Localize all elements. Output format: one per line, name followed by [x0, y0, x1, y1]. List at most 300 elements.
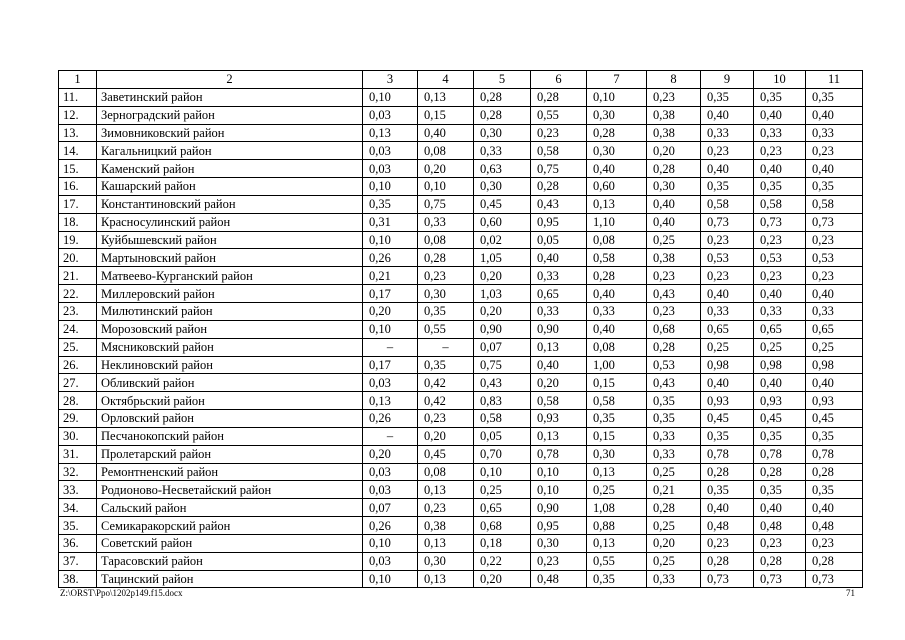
- value-cell: 0,30: [474, 178, 531, 196]
- table-row: [59, 374, 863, 392]
- value-cell: 0,30: [531, 534, 587, 552]
- value-cell: 0,75: [531, 160, 587, 178]
- value-cell: 0,33: [531, 267, 587, 285]
- value-cell: 0,25: [701, 338, 754, 356]
- row-number-cell: 20.: [59, 249, 97, 267]
- row-number-cell: 33.: [59, 481, 97, 499]
- column-header-4: 4: [418, 71, 474, 89]
- value-cell: 0,28: [806, 552, 863, 570]
- value-cell: 0,35: [701, 427, 754, 445]
- district-name-cell: Милютинский район: [97, 302, 363, 320]
- district-name-cell: Октябрьский район: [97, 392, 363, 410]
- value-cell: 0,35: [418, 302, 474, 320]
- row-number-cell: 26.: [59, 356, 97, 374]
- district-name-cell: Заветинский район: [97, 88, 363, 106]
- table-header-row: [59, 71, 863, 89]
- table-row: [59, 88, 863, 106]
- value-cell: 0,35: [754, 88, 806, 106]
- value-cell: 0,55: [418, 320, 474, 338]
- value-cell: 0,40: [418, 124, 474, 142]
- table-row: [59, 160, 863, 178]
- value-cell: 0,25: [806, 338, 863, 356]
- row-number-cell: 12.: [59, 106, 97, 124]
- value-cell: 0,75: [418, 195, 474, 213]
- value-cell: 0,65: [474, 499, 531, 517]
- district-name-cell: Тарасовский район: [97, 552, 363, 570]
- column-header-2: 2: [97, 71, 363, 89]
- value-cell: 0,40: [754, 160, 806, 178]
- value-cell: 0,88: [587, 517, 647, 535]
- district-name-cell: Морозовский район: [97, 320, 363, 338]
- table-row: [59, 481, 863, 499]
- value-cell: 0,33: [701, 124, 754, 142]
- value-cell: 0,48: [701, 517, 754, 535]
- value-cell: 0,23: [531, 124, 587, 142]
- value-cell: 0,23: [806, 231, 863, 249]
- row-number-cell: 28.: [59, 392, 97, 410]
- row-number-cell: 14.: [59, 142, 97, 160]
- value-cell: 0,13: [587, 463, 647, 481]
- value-cell: 0,10: [531, 481, 587, 499]
- value-cell: 0,40: [754, 499, 806, 517]
- value-cell: 0,33: [647, 427, 701, 445]
- value-cell: 0,83: [474, 392, 531, 410]
- value-cell: 0,98: [754, 356, 806, 374]
- value-cell: 0,45: [754, 410, 806, 428]
- value-cell: 0,93: [806, 392, 863, 410]
- value-cell: 0,08: [418, 463, 474, 481]
- value-cell: 0,40: [647, 195, 701, 213]
- value-cell: 0,73: [806, 213, 863, 231]
- value-cell: 0,07: [474, 338, 531, 356]
- row-number-cell: 23.: [59, 302, 97, 320]
- value-cell: 0,31: [363, 213, 418, 231]
- district-name-cell: Тацинский район: [97, 570, 363, 588]
- value-cell: 0,40: [701, 160, 754, 178]
- value-cell: 0,45: [701, 410, 754, 428]
- value-cell: 0,58: [587, 392, 647, 410]
- row-number-cell: 17.: [59, 195, 97, 213]
- district-name-cell: Каменский район: [97, 160, 363, 178]
- value-cell: 0,23: [647, 88, 701, 106]
- table-row: [59, 195, 863, 213]
- value-cell: 0,60: [587, 178, 647, 196]
- table-row: [59, 517, 863, 535]
- value-cell: 0,23: [806, 267, 863, 285]
- row-number-cell: 18.: [59, 213, 97, 231]
- value-cell: 0,13: [363, 124, 418, 142]
- value-cell: 0,03: [363, 160, 418, 178]
- value-cell: 0,90: [474, 320, 531, 338]
- value-cell: 0,13: [418, 570, 474, 588]
- value-cell: 0,40: [754, 374, 806, 392]
- value-cell: 0,40: [806, 285, 863, 303]
- value-cell: 0,35: [418, 356, 474, 374]
- value-cell: 0,58: [701, 195, 754, 213]
- row-number-cell: 29.: [59, 410, 97, 428]
- value-cell: 0,23: [647, 302, 701, 320]
- value-cell: 0,23: [754, 142, 806, 160]
- value-cell: 0,45: [474, 195, 531, 213]
- value-cell: 0,23: [754, 267, 806, 285]
- value-cell: 0,28: [587, 267, 647, 285]
- value-cell: 0,95: [531, 517, 587, 535]
- table-row: [59, 142, 863, 160]
- district-name-cell: Советский район: [97, 534, 363, 552]
- value-cell: 0,28: [474, 88, 531, 106]
- value-cell: 0,33: [647, 570, 701, 588]
- value-cell: 0,28: [587, 124, 647, 142]
- table-row: [59, 338, 863, 356]
- value-cell: 0,20: [474, 570, 531, 588]
- table-row: [59, 445, 863, 463]
- value-cell: 0,28: [418, 249, 474, 267]
- value-cell: 0,48: [754, 517, 806, 535]
- value-cell: 0,40: [701, 285, 754, 303]
- value-cell: 0,03: [363, 463, 418, 481]
- value-cell: 0,25: [647, 552, 701, 570]
- value-cell: 0,35: [701, 88, 754, 106]
- value-cell: 0,55: [531, 106, 587, 124]
- table-row: [59, 106, 863, 124]
- value-cell: 0,03: [363, 106, 418, 124]
- district-name-cell: Кашарский район: [97, 178, 363, 196]
- value-cell: 0,10: [363, 231, 418, 249]
- value-cell: 0,73: [754, 213, 806, 231]
- column-header-10: 10: [754, 71, 806, 89]
- value-cell: 0,13: [587, 195, 647, 213]
- column-header-1: 1: [59, 71, 97, 89]
- value-cell: 0,48: [806, 517, 863, 535]
- value-cell: 0,65: [754, 320, 806, 338]
- value-cell: 0,90: [531, 499, 587, 517]
- value-cell: 0,08: [587, 231, 647, 249]
- table-row: [59, 534, 863, 552]
- value-cell: 0,30: [474, 124, 531, 142]
- district-name-cell: Миллеровский район: [97, 285, 363, 303]
- value-cell: 0,35: [754, 178, 806, 196]
- value-cell: 0,13: [418, 534, 474, 552]
- value-cell: 0,13: [363, 392, 418, 410]
- value-cell: 0,10: [587, 88, 647, 106]
- value-cell: 0,10: [363, 570, 418, 588]
- value-cell: 0,35: [806, 88, 863, 106]
- value-cell: 1,00: [587, 356, 647, 374]
- value-cell: 0,40: [531, 249, 587, 267]
- value-cell: 0,35: [647, 410, 701, 428]
- value-cell: 0,65: [806, 320, 863, 338]
- column-header-3: 3: [363, 71, 418, 89]
- value-cell: 0,33: [418, 213, 474, 231]
- value-cell: 0,38: [647, 106, 701, 124]
- value-cell: 0,53: [647, 356, 701, 374]
- value-cell: 0,65: [701, 320, 754, 338]
- value-cell: 0,58: [531, 392, 587, 410]
- table-row: [59, 552, 863, 570]
- row-number-cell: 19.: [59, 231, 97, 249]
- footer-file-path: Z:\ORST\Ppo\1202p149.f15.docx: [60, 588, 183, 598]
- value-cell: 0,33: [701, 302, 754, 320]
- table-row: [59, 213, 863, 231]
- value-cell: 1,03: [474, 285, 531, 303]
- value-cell: 0,20: [363, 302, 418, 320]
- value-cell: 0,23: [701, 142, 754, 160]
- row-number-cell: 25.: [59, 338, 97, 356]
- value-cell: 0,26: [363, 410, 418, 428]
- footer-page-number: 71: [846, 588, 855, 598]
- value-cell: 0,53: [701, 249, 754, 267]
- value-cell: 0,33: [587, 302, 647, 320]
- table-row: [59, 285, 863, 303]
- value-cell: 0,10: [474, 463, 531, 481]
- row-number-cell: 15.: [59, 160, 97, 178]
- district-name-cell: Куйбышевский район: [97, 231, 363, 249]
- column-header-7: 7: [587, 71, 647, 89]
- value-cell: 0,30: [587, 445, 647, 463]
- column-header-5: 5: [474, 71, 531, 89]
- value-cell: 0,35: [587, 410, 647, 428]
- value-cell: 0,30: [647, 178, 701, 196]
- value-cell: 0,75: [474, 356, 531, 374]
- value-cell: 0,40: [587, 285, 647, 303]
- value-cell: 0,35: [647, 392, 701, 410]
- district-name-cell: Мясниковский район: [97, 338, 363, 356]
- value-cell: 0,28: [806, 463, 863, 481]
- value-cell: 0,90: [531, 320, 587, 338]
- value-cell: 1,10: [587, 213, 647, 231]
- value-cell: 0,73: [701, 570, 754, 588]
- value-cell: 0,23: [754, 534, 806, 552]
- value-cell: 0,23: [531, 552, 587, 570]
- value-cell: 0,10: [363, 88, 418, 106]
- value-cell: 0,40: [806, 106, 863, 124]
- value-cell: 0,40: [754, 106, 806, 124]
- value-cell: 0,53: [754, 249, 806, 267]
- row-number-cell: 31.: [59, 445, 97, 463]
- value-cell: 0,78: [806, 445, 863, 463]
- value-cell: 0,63: [474, 160, 531, 178]
- value-cell: 0,78: [701, 445, 754, 463]
- district-name-cell: Обливский район: [97, 374, 363, 392]
- value-cell: 0,20: [474, 302, 531, 320]
- value-cell: 0,73: [806, 570, 863, 588]
- value-cell: 0,10: [363, 178, 418, 196]
- value-cell: 0,25: [474, 481, 531, 499]
- value-cell: 0,17: [363, 356, 418, 374]
- value-cell: 0,28: [647, 160, 701, 178]
- table-row: [59, 178, 863, 196]
- value-cell: 0,40: [701, 106, 754, 124]
- district-name-cell: Песчанокопский район: [97, 427, 363, 445]
- value-cell: 0,93: [754, 392, 806, 410]
- value-cell: 0,10: [363, 534, 418, 552]
- value-cell: 0,40: [647, 213, 701, 231]
- value-cell: 0,17: [363, 285, 418, 303]
- value-cell: 0,33: [531, 302, 587, 320]
- value-cell: 0,10: [418, 178, 474, 196]
- value-cell: –: [418, 338, 474, 356]
- value-cell: 0,26: [363, 249, 418, 267]
- table-row: [59, 570, 863, 588]
- value-cell: 0,48: [531, 570, 587, 588]
- district-name-cell: Сальский район: [97, 499, 363, 517]
- district-name-cell: Зимовниковский район: [97, 124, 363, 142]
- value-cell: 0,23: [701, 231, 754, 249]
- row-number-cell: 21.: [59, 267, 97, 285]
- district-name-cell: Семикаракорский район: [97, 517, 363, 535]
- value-cell: 0,40: [806, 374, 863, 392]
- value-cell: 0,35: [754, 427, 806, 445]
- value-cell: 0,08: [587, 338, 647, 356]
- table-row: [59, 463, 863, 481]
- value-cell: 0,35: [754, 481, 806, 499]
- value-cell: 0,78: [531, 445, 587, 463]
- value-cell: 0,22: [474, 552, 531, 570]
- value-cell: 0,26: [363, 517, 418, 535]
- value-cell: 0,35: [701, 481, 754, 499]
- district-name-cell: Неклиновский район: [97, 356, 363, 374]
- value-cell: 0,35: [587, 570, 647, 588]
- value-cell: 0,25: [754, 338, 806, 356]
- value-cell: 0,30: [418, 285, 474, 303]
- value-cell: 0,25: [647, 517, 701, 535]
- table-row: [59, 249, 863, 267]
- value-cell: 0,05: [531, 231, 587, 249]
- table-row: [59, 427, 863, 445]
- value-cell: 0,33: [754, 124, 806, 142]
- value-cell: 0,25: [647, 231, 701, 249]
- value-cell: 0,38: [647, 249, 701, 267]
- value-cell: 0,73: [701, 213, 754, 231]
- value-cell: 0,40: [587, 320, 647, 338]
- value-cell: 0,28: [647, 338, 701, 356]
- table-row: [59, 356, 863, 374]
- value-cell: 0,40: [701, 374, 754, 392]
- value-cell: 0,68: [474, 517, 531, 535]
- value-cell: 0,23: [418, 267, 474, 285]
- row-number-cell: 35.: [59, 517, 97, 535]
- value-cell: 0,15: [587, 427, 647, 445]
- row-number-cell: 11.: [59, 88, 97, 106]
- table-row: [59, 499, 863, 517]
- value-cell: 0,40: [531, 356, 587, 374]
- value-cell: 0,35: [806, 427, 863, 445]
- value-cell: 0,13: [418, 481, 474, 499]
- value-cell: 0,45: [418, 445, 474, 463]
- value-cell: –: [363, 427, 418, 445]
- district-name-cell: Орловский район: [97, 410, 363, 428]
- row-number-cell: 22.: [59, 285, 97, 303]
- table-row: [59, 320, 863, 338]
- row-number-cell: 27.: [59, 374, 97, 392]
- value-cell: 0,33: [474, 142, 531, 160]
- value-cell: 0,28: [701, 552, 754, 570]
- value-cell: 0,23: [701, 534, 754, 552]
- value-cell: 1,08: [587, 499, 647, 517]
- value-cell: 0,60: [474, 213, 531, 231]
- value-cell: 0,53: [806, 249, 863, 267]
- value-cell: 0,28: [531, 88, 587, 106]
- row-number-cell: 32.: [59, 463, 97, 481]
- value-cell: 0,93: [701, 392, 754, 410]
- value-cell: 0,03: [363, 142, 418, 160]
- value-cell: –: [363, 338, 418, 356]
- value-cell: 0,35: [806, 178, 863, 196]
- value-cell: 0,21: [363, 267, 418, 285]
- value-cell: 0,23: [418, 499, 474, 517]
- value-cell: 0,98: [806, 356, 863, 374]
- value-cell: 0,42: [418, 392, 474, 410]
- value-cell: 0,13: [531, 427, 587, 445]
- value-cell: 0,23: [806, 142, 863, 160]
- value-cell: 0,40: [754, 285, 806, 303]
- value-cell: 0,38: [647, 124, 701, 142]
- value-cell: 0,13: [587, 534, 647, 552]
- value-cell: 0,40: [701, 499, 754, 517]
- value-cell: 0,21: [647, 481, 701, 499]
- row-number-cell: 38.: [59, 570, 97, 588]
- value-cell: 0,55: [587, 552, 647, 570]
- value-cell: 0,20: [647, 534, 701, 552]
- value-cell: 0,40: [806, 160, 863, 178]
- value-cell: 0,05: [474, 427, 531, 445]
- district-name-cell: Мартыновский район: [97, 249, 363, 267]
- value-cell: 0,58: [474, 410, 531, 428]
- value-cell: 0,58: [587, 249, 647, 267]
- value-cell: 0,20: [418, 160, 474, 178]
- value-cell: 0,15: [418, 106, 474, 124]
- value-cell: 0,95: [531, 213, 587, 231]
- value-cell: 0,30: [587, 106, 647, 124]
- value-cell: 0,68: [647, 320, 701, 338]
- value-cell: 0,28: [754, 552, 806, 570]
- value-cell: 0,20: [531, 374, 587, 392]
- value-cell: 0,03: [363, 552, 418, 570]
- value-cell: 0,07: [363, 499, 418, 517]
- value-cell: 0,23: [418, 410, 474, 428]
- row-number-cell: 13.: [59, 124, 97, 142]
- value-cell: 0,30: [418, 552, 474, 570]
- value-cell: 0,93: [531, 410, 587, 428]
- value-cell: 0,43: [474, 374, 531, 392]
- value-cell: 0,08: [418, 142, 474, 160]
- row-number-cell: 30.: [59, 427, 97, 445]
- district-data-table: [58, 70, 863, 588]
- table-row: [59, 231, 863, 249]
- district-name-cell: Матвеево-Курганский район: [97, 267, 363, 285]
- district-name-cell: Константиновский район: [97, 195, 363, 213]
- value-cell: 0,58: [754, 195, 806, 213]
- column-header-9: 9: [701, 71, 754, 89]
- row-number-cell: 37.: [59, 552, 97, 570]
- value-cell: 0,65: [531, 285, 587, 303]
- value-cell: 0,03: [363, 374, 418, 392]
- value-cell: 0,40: [806, 499, 863, 517]
- column-header-8: 8: [647, 71, 701, 89]
- value-cell: 0,25: [647, 463, 701, 481]
- column-header-6: 6: [531, 71, 587, 89]
- value-cell: 0,03: [363, 481, 418, 499]
- value-cell: 0,02: [474, 231, 531, 249]
- district-name-cell: Зерноградский район: [97, 106, 363, 124]
- value-cell: 0,18: [474, 534, 531, 552]
- value-cell: 0,08: [418, 231, 474, 249]
- value-cell: 0,23: [647, 267, 701, 285]
- value-cell: 0,40: [587, 160, 647, 178]
- value-cell: 0,33: [754, 302, 806, 320]
- value-cell: 0,10: [363, 320, 418, 338]
- value-cell: 0,28: [474, 106, 531, 124]
